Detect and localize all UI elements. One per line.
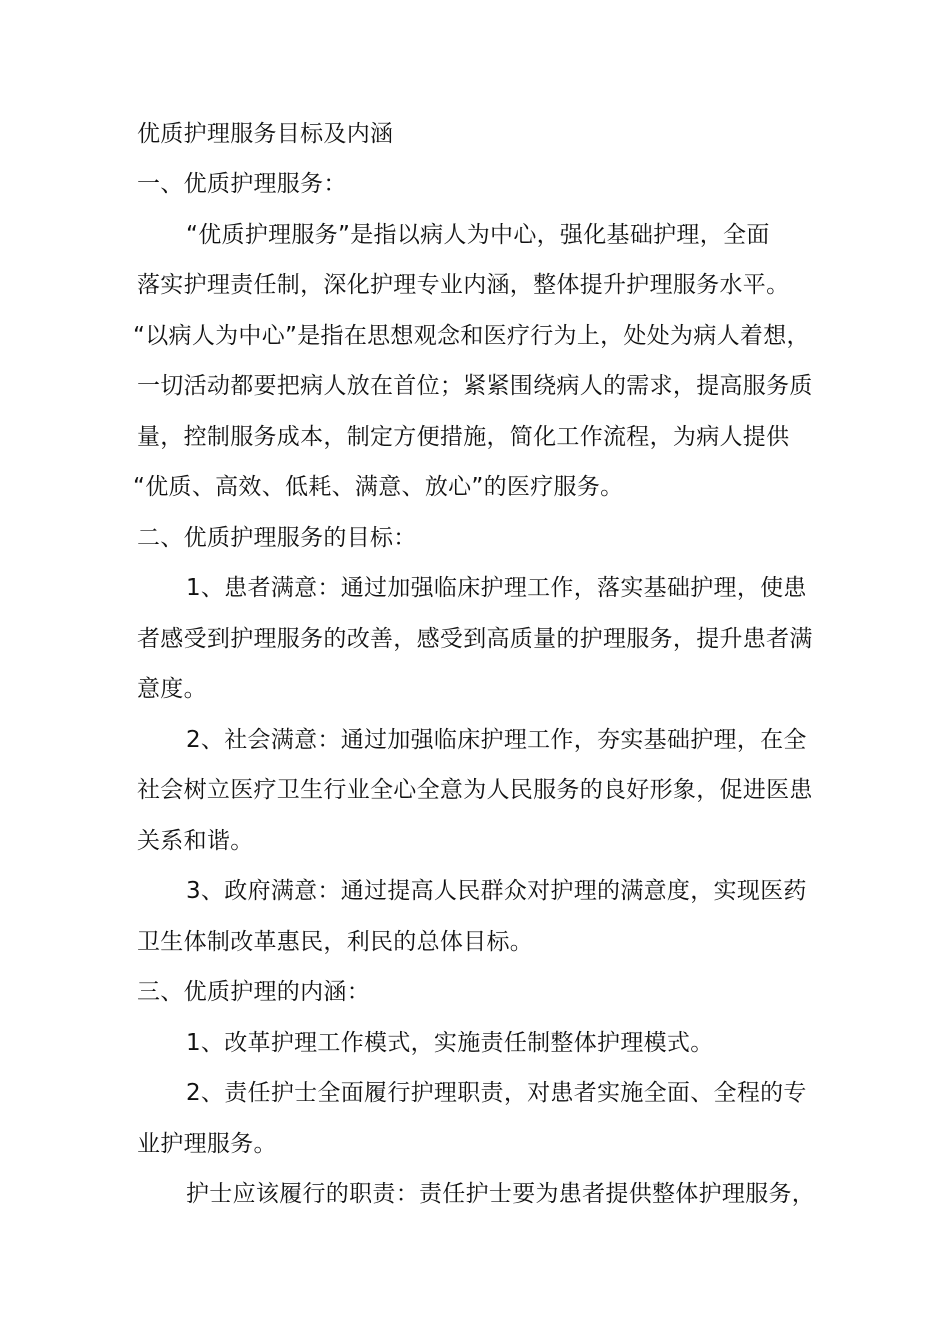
paragraph-line: 2、责任护士全面履行护理职责，对患者实施全面、全程的专: [186, 1080, 807, 1106]
paragraph-line: 一切活动都要把病人放在首位；紧紧围绕病人的需求，提高服务质: [137, 373, 813, 399]
paragraph-line: 1、患者满意：通过加强临床护理工作，落实基础护理，使患: [186, 575, 807, 601]
paragraph-line: “以病人为中心”是指在思想观念和医疗行为上，处处为病人着想，: [133, 323, 810, 349]
paragraph-line: 落实护理责任制，深化护理专业内涵，整体提升护理服务水平。: [137, 272, 790, 298]
paragraph-line: 量，控制服务成本，制定方便措施，简化工作流程，为病人提供: [137, 424, 790, 450]
paragraph-line: 3、政府满意：通过提高人民群众对护理的满意度，实现医药: [186, 878, 807, 904]
paragraph-line: 卫生体制改革惠民，利民的总体目标。: [137, 929, 534, 955]
document-title: 优质护理服务目标及内涵: [137, 121, 394, 147]
paragraph-line: 护士应该履行的职责：责任护士要为患者提供整体护理服务，: [186, 1181, 816, 1207]
section-heading-1: 一、优质护理服务：: [137, 171, 347, 197]
paragraph-line: 社会树立医疗卫生行业全心全意为人民服务的良好形象，促进医患: [137, 777, 813, 803]
paragraph-line: 者感受到护理服务的改善，感受到高质量的护理服务，提升患者满: [137, 626, 813, 652]
paragraph-line: “优质、高效、低耗、满意、放心”的医疗服务。: [133, 474, 624, 500]
paragraph-line: 2、社会满意：通过加强临床护理工作，夯实基础护理，在全: [186, 727, 807, 753]
paragraph-line: “优质护理服务”是指以病人为中心，强化基础护理，全面: [186, 222, 770, 248]
section-heading-3: 三、优质护理的内涵：: [137, 979, 370, 1005]
section-heading-2: 二、优质护理服务的目标：: [137, 525, 417, 551]
paragraph-line: 关系和谐。: [137, 828, 254, 854]
paragraph-line: 业护理服务。: [137, 1131, 277, 1157]
paragraph-line: 1、改革护理工作模式，实施责任制整体护理模式。: [186, 1030, 714, 1056]
paragraph-line: 意度。: [137, 676, 207, 702]
